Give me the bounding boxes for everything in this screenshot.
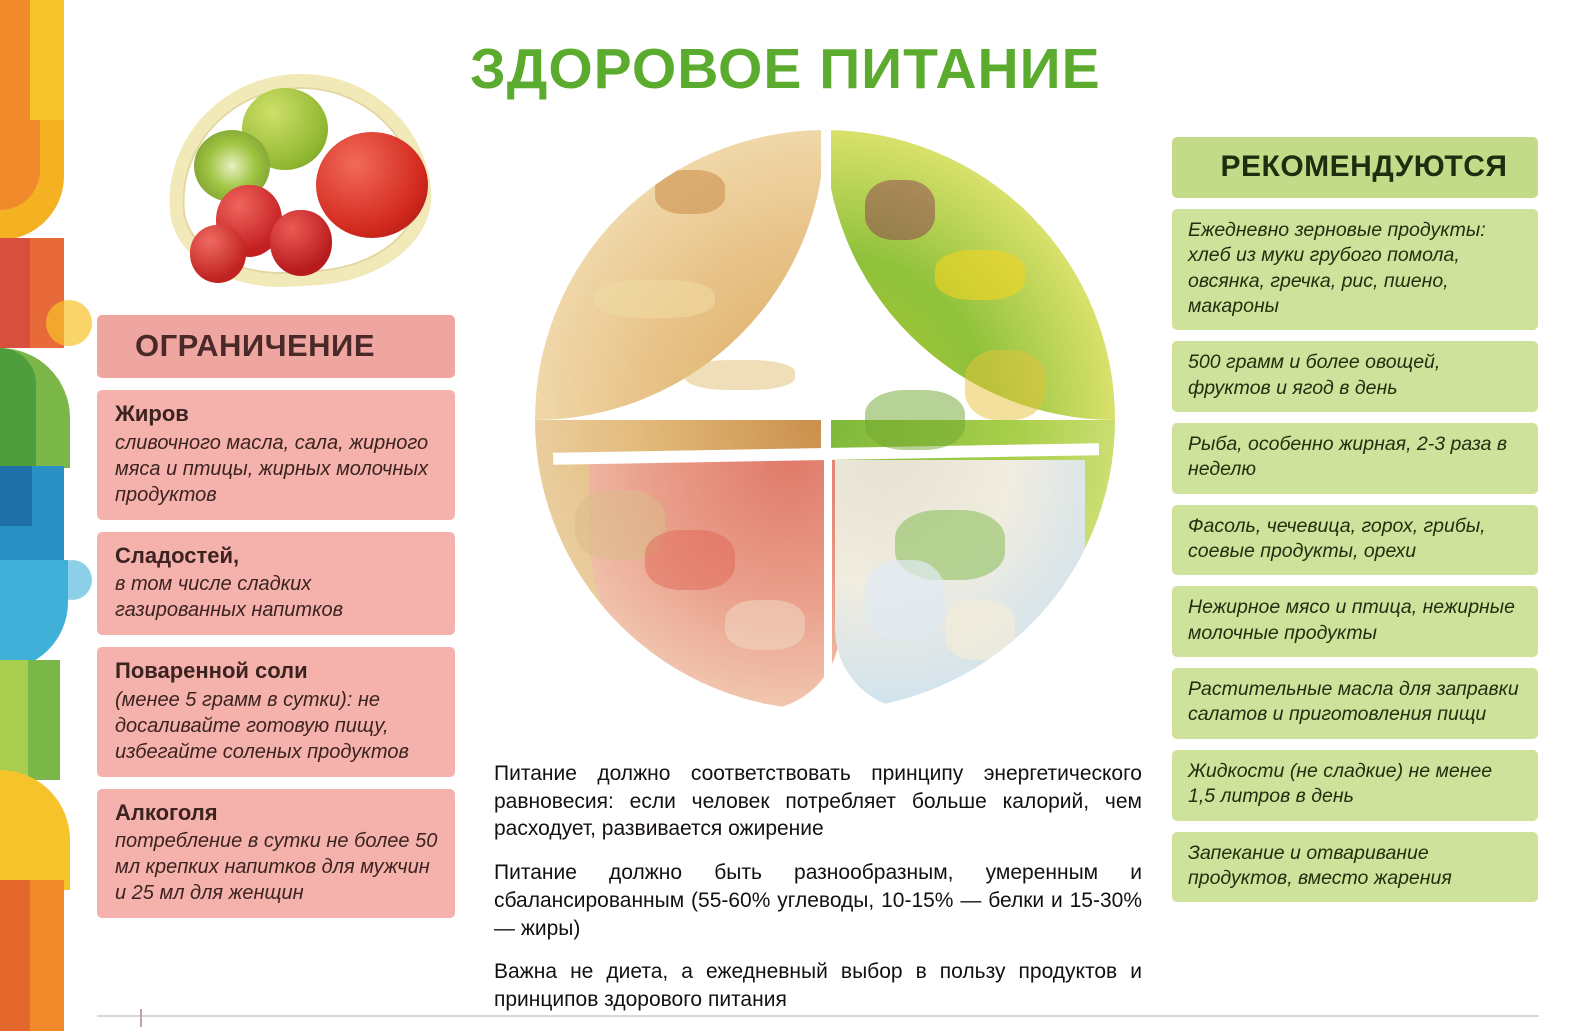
- recommendation-vegetable-oils: Растительные масла для заправки салатов и приготовления пищи: [1172, 668, 1538, 739]
- paragraph-energy-balance: Питание должно соответствовать принципу энергетического равновесия: если человек потребляет больше калорий, чем расходует, развивается ожирение: [494, 762, 1142, 841]
- restriction-card-sweets: [97, 532, 455, 636]
- fruit-heart-photo: [150, 60, 450, 300]
- food-plate-illustration: [505, 130, 1145, 750]
- restriction-body: потребление в сутки не более 50 мл крепких напитков для мужчин и 25 мл для женщин: [115, 830, 438, 904]
- restriction-card-salt: [97, 647, 455, 777]
- page-title: ЗДОРОВОЕ ПИТАНИЕ: [470, 37, 1101, 101]
- recommendations-column: [1172, 137, 1538, 902]
- center-paragraphs: [494, 760, 1142, 1014]
- bottom-tick-mark: [140, 1009, 142, 1027]
- recommendation-legumes: Фасоль, чечевица, горох, грибы, соевые продукты, орехи: [1172, 505, 1538, 576]
- restrictions-column: [97, 315, 455, 918]
- restriction-title: Жиров: [115, 401, 189, 426]
- recommendation-cooking-method: Запекание и отваривание продуктов, вместо жарения: [1172, 832, 1538, 903]
- tomato-icon: [316, 132, 428, 238]
- recommendations-header: РЕКОМЕНДУЮТСЯ: [1172, 137, 1538, 198]
- segment-divider: [821, 130, 831, 460]
- recommendation-fish: Рыба, особенно жирная, 2-3 раза в неделю: [1172, 423, 1538, 494]
- paragraph-daily-choice: Важна не диета, а ежедневный выбор в пользу продуктов и принципов здорового питания: [494, 960, 1142, 1012]
- food-wheel: [535, 130, 1115, 710]
- restriction-body: сливочного масла, сала, жирного мяса и птицы, жирных молочных продуктов: [115, 431, 429, 506]
- restriction-title: Сладостей,: [115, 542, 240, 568]
- restriction-card-fats: [97, 390, 455, 520]
- restriction-title: Поваренной соли: [115, 658, 308, 683]
- restrictions-header: ОГРАНИЧЕНИЕ: [97, 315, 455, 378]
- recommendation-lean-meat: Нежирное мясо и птица, нежирные молочные продукты: [1172, 586, 1538, 657]
- recommendation-vegetables: 500 грамм и более овощей, фруктов и ягод в день: [1172, 341, 1538, 412]
- recommendation-grains: Ежедневно зерновые продукты: хлеб из муки грубого помола, овсянка, гречка, рис, пшено, макароны: [1172, 209, 1538, 330]
- segment-divider: [824, 460, 832, 710]
- strawberry-icon: [190, 225, 246, 283]
- restriction-title: Алкоголя: [115, 799, 218, 825]
- strawberry-icon: [270, 210, 332, 276]
- restriction-body: (менее 5 грамм в сутки): не досаливайте готовую пищу, избегайте соленых продуктов: [115, 688, 409, 763]
- restriction-card-alcohol: [97, 789, 455, 919]
- bottom-divider: [97, 1015, 1539, 1017]
- restriction-body: в том числе сладких газированных напитков: [115, 573, 344, 621]
- paragraph-balanced-diet: Питание должно быть разнообразным, умеренным и сбалансированным (55-60% углеводы, 10-15% — белки и 15-30% — жиры): [494, 861, 1142, 940]
- recommendation-fluids: Жидкости (не сладкие) не менее 1,5 литров в день: [1172, 750, 1538, 821]
- decorative-color-strip: [0, 0, 92, 1031]
